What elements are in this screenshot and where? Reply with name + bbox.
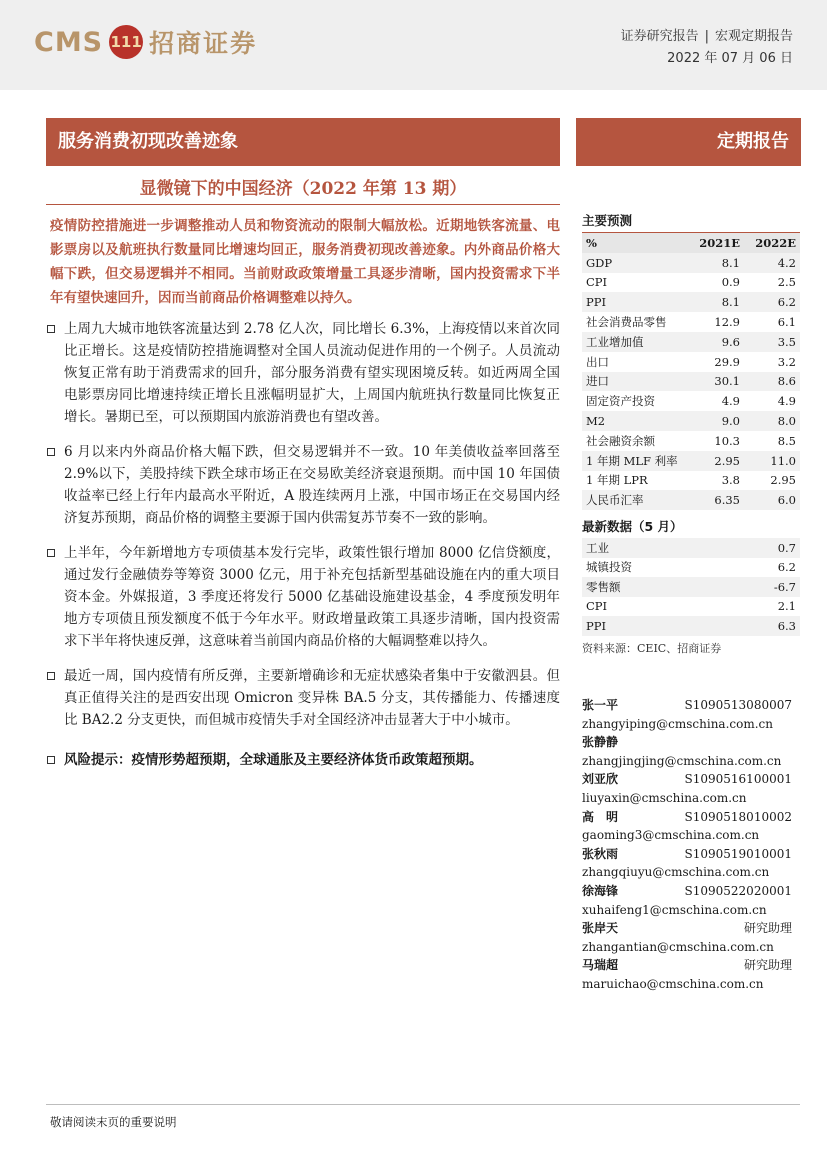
- cell-value: 30.1: [688, 372, 744, 392]
- analyst-email[interactable]: gaoming3@cmschina.com.cn: [582, 828, 760, 843]
- risk-warning: [46, 749, 560, 771]
- table-row: [582, 471, 800, 491]
- cell-value: 0.9: [721, 275, 740, 290]
- bullet-text: 上半年，今年新增地方专项债基本发行完毕，政策性银行增加 8000 亿信贷额度，通过发行金融债券等筹资 3000 亿元，用于补充包括新型基础设施在内的重大项目资本金。外媒报道，3 季度还将发行 5000 亿基础设施建设基金，4 季度预发明年地方专项债且预发额度不低于今年水平。财政增量政策工具逐步清晰，国内投资需求下半年将快速反弹，这意味着当前国内商品价格的大幅调整难以持久。: [64, 545, 560, 649]
- column-header: %: [582, 233, 688, 253]
- analyst-entry: [582, 808, 792, 827]
- analyst-name: 张秋雨: [582, 846, 619, 861]
- report-subcategory: 宏观定期报告: [714, 29, 793, 44]
- row-label: 固定资产投资: [586, 394, 655, 409]
- analyst-email[interactable]: zhangantian@cmschina.com.cn: [582, 939, 774, 954]
- row-label: PPI: [582, 616, 722, 636]
- risk-text: 风险提示：疫情形势超预期，全球通胀及主要经济体货币政策超预期。: [64, 752, 483, 768]
- forecast-heading: 主要预测: [582, 213, 633, 228]
- bullet-box-icon: [47, 549, 55, 557]
- report-meta: 证券研究报告 | 宏观定期报告 2022 年 07 月 06 日: [621, 26, 793, 70]
- row-label: 1 年期 MLF 利率: [582, 451, 688, 471]
- analyst-name: 刘亚欣: [582, 772, 619, 787]
- cell-value: 9.6: [688, 332, 744, 352]
- bullet-box-icon: [47, 448, 55, 456]
- table-row: [582, 597, 800, 617]
- cell-value: -6.7: [722, 577, 800, 597]
- analyst-name: 徐海锋: [582, 883, 619, 898]
- analyst-cert: S1090516100001: [684, 772, 792, 787]
- bullet-point: [46, 441, 560, 529]
- row-label: 社会消费品零售: [586, 315, 667, 330]
- table-row: [582, 431, 800, 451]
- cell-value: 3.8: [721, 473, 740, 488]
- table-row: [582, 538, 800, 558]
- analyst-entry: [582, 845, 792, 864]
- row-label: 城镇投资: [586, 560, 632, 575]
- row-label: CPI: [586, 599, 608, 614]
- row-label: 出口: [586, 354, 609, 369]
- analyst-email[interactable]: xuhaifeng1@cmschina.com.cn: [582, 902, 767, 917]
- bullet-point: [46, 665, 560, 731]
- analyst-cert: S1090522020001: [684, 883, 792, 898]
- analyst-name: 高 明: [582, 809, 619, 824]
- table-header-row: [582, 233, 800, 253]
- analyst-entry: [582, 696, 792, 715]
- row-label: 零售额: [582, 577, 722, 597]
- sidebar-data: [582, 210, 800, 658]
- table-row: [582, 332, 800, 352]
- analyst-entry: [582, 956, 792, 975]
- analyst-email[interactable]: maruichao@cmschina.com.cn: [582, 976, 764, 991]
- bullet-text: 最近一周，国内疫情有所反弹，主要新增确诊和无症状感染者集中于安徽泗县。但真正值得关注的是西安出现 Omicron 变异株 BA.5 分支，其传播能力、传播速度比 BA2.2 分支更快，而但城市疫情失手对全国经济冲击显著大于中小城市。: [64, 668, 560, 728]
- analyst-email[interactable]: liuyaxin@cmschina.com.cn: [582, 790, 747, 805]
- cell-value: 2.5: [777, 275, 796, 290]
- bullet-box-icon: [47, 325, 55, 333]
- analyst-name: 张一平: [582, 698, 619, 712]
- key-points: [46, 318, 560, 784]
- analyst-cert: S1090518010002: [684, 809, 792, 824]
- cell-value: 4.9: [721, 394, 740, 409]
- column-header: 2021E: [688, 233, 744, 253]
- table-row: [582, 312, 800, 332]
- bullet-text: 上周九大城市地铁客流量达到 2.78 亿人次，同比增长 6.3%，上海疫情以来首次同比正增长。这是疫情防控措施调整对全国人员流动促进作用的一个例子。人员流动恢复正常有助于消费需求的回升，部分服务消费有望实现困境反转。如近两周全国电影票房同比增速持续正增长且涨幅明显扩大，上周国内航班执行数量同比恢复正增长。暑期已至，可以预期国内旅游消费也有望改善。: [64, 321, 560, 425]
- analyst-cert: 研究助理: [743, 921, 792, 936]
- row-label: 社会融资余额: [586, 433, 655, 448]
- cell-value: 6.1: [777, 315, 796, 330]
- cell-value: 3.2: [777, 354, 796, 369]
- row-label: GDP: [582, 253, 688, 273]
- bullet-point: [46, 318, 560, 428]
- company-logo: [34, 22, 257, 62]
- row-label: 1 年期 LPR: [586, 473, 648, 488]
- row-label: 工业: [582, 538, 722, 558]
- logo-cms-text: CMS: [34, 26, 104, 58]
- row-label: M2: [582, 411, 688, 431]
- bullet-text: 6 月以来内外商品价格大幅下跌，但交易逻辑并不一致。10 年美债收益率回落至 2.9%以下，美股持续下跌全球市场正在交易欧美经济衰退预期。而中国 10 年国债收益率已经上行年内最高水平附近，A 股连续两月上涨，中国市场正在交易国内经济复苏预期，商品价格的调整主要源于国内供需复苏节奏不一致的影响。: [64, 444, 560, 526]
- analyst-entry: [582, 919, 792, 938]
- latest-table: [582, 538, 800, 636]
- cell-value: 4.2: [744, 253, 800, 273]
- row-label: 进口: [582, 372, 688, 392]
- analyst-email[interactable]: zhangyiping@cmschina.com.cn: [582, 716, 773, 731]
- cell-value: 9.0: [688, 411, 744, 431]
- cell-value: 11.0: [744, 451, 800, 471]
- table-row: [582, 451, 800, 471]
- cell-value: 6.2: [777, 560, 796, 575]
- table-row: [582, 273, 800, 293]
- table-row: [582, 372, 800, 392]
- cell-value: 8.1: [688, 253, 744, 273]
- table-row: [582, 352, 800, 372]
- cell-value: 2.95: [688, 451, 744, 471]
- analyst-cert: S1090519010001: [684, 846, 792, 861]
- analyst-name: 张岸天: [582, 921, 619, 936]
- table-row: [582, 558, 800, 578]
- cell-value: 10.3: [714, 433, 740, 448]
- report-subtitle: 显微镜下的中国经济（2022 年第 13 期）: [139, 179, 467, 199]
- footer-divider: [46, 1104, 800, 1105]
- summary-paragraph: 疫情防控措施进一步调整推动人员和物资流动的限制大幅放松。近期地铁客流量、电影票房以及航班执行数量同比增速均回正，服务消费初现改善迹象。内外商品价格大幅下跌，但交易逻辑并不相同。当前财政政策增量工具逐步清晰，国内投资需求下半年有望快速回升，因而当前商品价格调整难以持久。: [50, 218, 560, 306]
- column-header: 2022E: [744, 233, 800, 253]
- table-row: [582, 616, 800, 636]
- row-label: 工业增加值: [582, 332, 688, 352]
- table-row: [582, 411, 800, 431]
- bullet-box-icon: [47, 756, 55, 764]
- cell-value: 4.9: [777, 394, 796, 409]
- cell-value: 6.2: [744, 292, 800, 312]
- analyst-entry: [582, 733, 792, 752]
- analyst-name: 马瑞超: [582, 958, 619, 973]
- table-row: [582, 577, 800, 597]
- cell-value: 6.0: [744, 490, 800, 510]
- cell-value: 6.3: [722, 616, 800, 636]
- analyst-list: [582, 696, 792, 994]
- cell-value: 8.6: [744, 372, 800, 392]
- data-source: 资料来源：CEIC、招商证券: [582, 641, 722, 655]
- footer-notice: 敬请阅读末页的重要说明: [50, 1115, 177, 1129]
- table-row: [582, 292, 800, 312]
- report-type: 定期报告: [576, 118, 801, 166]
- cell-value: 8.0: [744, 411, 800, 431]
- report-title: 服务消费初现改善迹象: [46, 118, 560, 166]
- analyst-cert: S1090513080007: [684, 698, 792, 712]
- analyst-email[interactable]: zhangqiuyu@cmschina.com.cn: [582, 865, 770, 880]
- report-date: 2022 年 07 月 06 日: [667, 51, 793, 66]
- logo-chinese-name: 招商证券: [149, 29, 258, 58]
- table-row: [582, 391, 800, 411]
- report-category: 证券研究报告: [620, 29, 699, 44]
- row-label: CPI: [586, 275, 608, 290]
- cell-value: 8.1: [688, 292, 744, 312]
- analyst-name: 张静静: [582, 735, 619, 750]
- cell-value: 2.1: [777, 599, 796, 614]
- latest-heading: 最新数据（5 月）: [582, 519, 683, 535]
- table-row: [582, 490, 800, 510]
- logo-emblem-icon: 111: [109, 25, 143, 59]
- table-row: [582, 253, 800, 273]
- analyst-cert: 研究助理: [743, 958, 792, 973]
- cell-value: 29.9: [714, 354, 740, 369]
- cell-value: 8.5: [777, 433, 796, 448]
- row-label: PPI: [582, 292, 688, 312]
- forecast-table: [582, 232, 800, 510]
- analyst-entry: [582, 770, 792, 789]
- analyst-entry: [582, 882, 792, 901]
- cell-value: 3.5: [744, 332, 800, 352]
- cell-value: 6.35: [688, 490, 744, 510]
- cell-value: 12.9: [714, 315, 740, 330]
- row-label: 人民币汇率: [582, 490, 688, 510]
- subtitle-divider: [46, 204, 560, 205]
- cell-value: 2.95: [770, 473, 796, 488]
- bullet-box-icon: [47, 672, 55, 680]
- analyst-email[interactable]: zhangjingjing@cmschina.com.cn: [582, 753, 782, 768]
- bullet-point: [46, 542, 560, 652]
- cell-value: 0.7: [722, 538, 800, 558]
